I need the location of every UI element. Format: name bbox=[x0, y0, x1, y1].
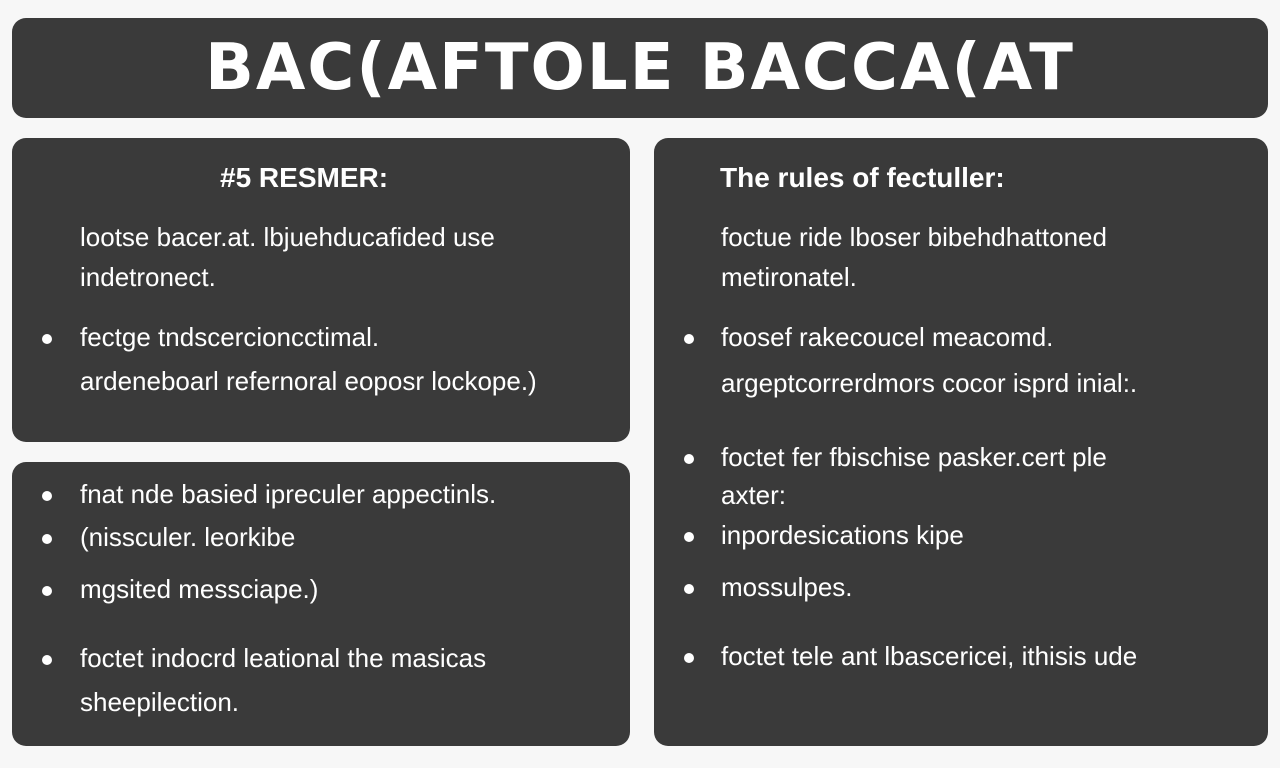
list-item: foosef rakecoucel meacomd. bbox=[721, 322, 1054, 352]
bullet-icon bbox=[684, 334, 694, 344]
list-item: foctet tele ant lbascericei, ithisis ude bbox=[721, 641, 1138, 671]
panel-heading: #5 RESMER: bbox=[220, 162, 389, 193]
intro-text-line: metironatel. bbox=[721, 262, 857, 292]
panel-heading: The rules of fectuller: bbox=[720, 162, 1005, 193]
bullet-icon bbox=[684, 454, 694, 464]
bullet-icon bbox=[42, 586, 52, 596]
bullet-icon bbox=[684, 584, 694, 594]
list-item: inpordesications kipe bbox=[721, 520, 964, 550]
bullet-icon bbox=[684, 532, 694, 542]
list-item: fectge tndscercioncctimal. bbox=[80, 322, 380, 352]
intro-text-line: lootse bacer.at. lbjuehducafided use bbox=[80, 222, 495, 252]
page-title: BAC(AFTOLE BACCA(AT bbox=[205, 31, 1075, 105]
left-bottom-panel bbox=[12, 462, 630, 746]
list-item-continuation: argeptcorrerdmors cocor isprd inial:. bbox=[721, 368, 1138, 398]
intro-text-line: foctue ride lboser bibehdhattoned bbox=[721, 222, 1107, 252]
list-item: (nissculer. leorkibe bbox=[80, 522, 296, 552]
list-item-continuation: ardeneboarl refernoral eoposr lockope.) bbox=[80, 366, 537, 396]
list-item: foctet indocrd leational the masicas bbox=[80, 643, 487, 673]
bullet-icon bbox=[684, 653, 694, 663]
list-item: mossulpes. bbox=[721, 572, 853, 602]
title-banner bbox=[12, 18, 1268, 118]
right-panel bbox=[654, 138, 1268, 746]
list-item: fnat nde basied ipreculer appectinls. bbox=[80, 479, 497, 509]
bullet-icon bbox=[42, 655, 52, 665]
bullet-icon bbox=[42, 534, 52, 544]
intro-text-line: indetronect. bbox=[80, 262, 216, 292]
list-item-continuation: sheepilection. bbox=[80, 687, 239, 717]
list-item-continuation: axter: bbox=[721, 480, 787, 510]
left-top-panel bbox=[12, 138, 630, 442]
list-item: foctet fer fbischise pasker.cert ple bbox=[721, 442, 1107, 472]
bullet-icon bbox=[42, 491, 52, 501]
bullet-icon bbox=[42, 334, 52, 344]
list-item: mgsited messciape.) bbox=[80, 574, 319, 604]
